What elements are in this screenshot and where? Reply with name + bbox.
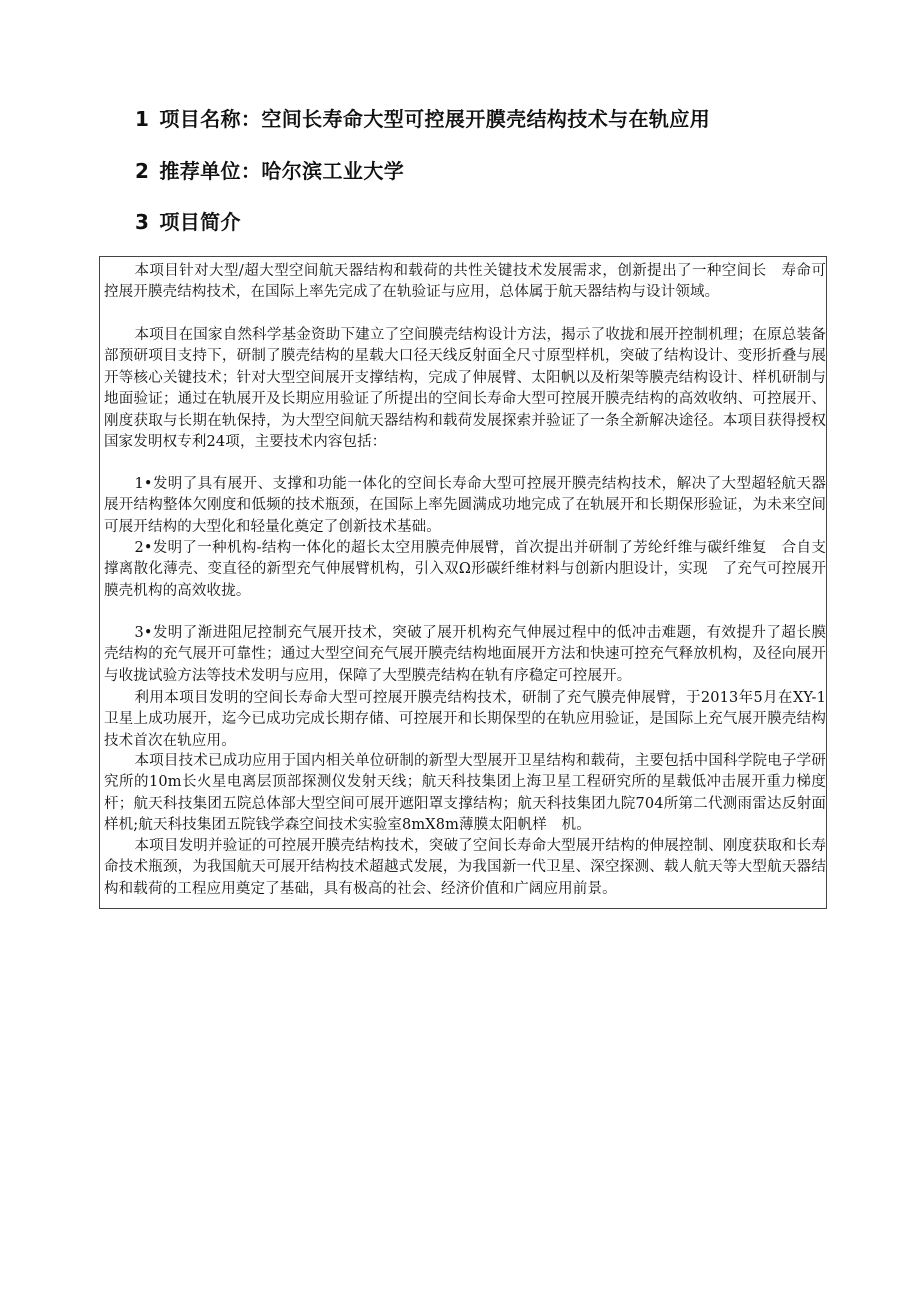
- heading-number: 3: [135, 210, 150, 234]
- heading-label: 项目名称：: [159, 107, 262, 131]
- summary-paragraph: 本项目技术已成功应用于国内相关单位研制的新型大型展开卫星结构和载荷，主要包括中国科学院电子学研究所的10m长火星电离层顶部探测仪发射天线；航天科技集团上海卫星工程研究所的星载低冲击展开重力梯度杆；航天科技集团五院总体部大型空间可展开遮阳罩支撑结构；航天科技集团九院704所第二代测雨雷达反射面样机;航天科技集团五院钱学森空间技术实验室8mX8m薄膜太阳帆样 机。: [104, 753, 826, 834]
- heading-recommending-unit: [135, 155, 404, 184]
- summary-paragraph: 1•发明了具有展开、支撑和功能一体化的空间长寿命大型可控展开膜壳结构技术，解决了大型超轻航天器展开结构整体欠刚度和低频的技术瓶颈，在国际上率先圆满成功地完成了在轨展开和长期保形验证，为未来空间可展开结构的大型化和轻量化奠定了创新技术基础。: [104, 476, 826, 535]
- summary-paragraph: 本项目在国家自然科学基金资助下建立了空间膜壳结构设计方法，揭示了收拢和展开控制机理；在原总装备部预研项目支持下，研制了膜壳结构的星载大口径天线反射面全尺寸原型样机，突破了结构设计、变形折叠与展开等核心关键技术；针对大型空间展开支撑结构，完成了伸展臂、太阳帆以及桁架等膜壳结构设计、样机研制与地面验证；通过在轨展开及长期应用验证了所提出的空间长寿命大型可控展开膜壳结构的高效收纳、可控展开、刚度获取与长期在轨保持，为大型空间航天器结构和载荷发展探索并验证了一条全新解决途径。本项目获得授权国家发明权专利24项，主要技术内容包括：: [104, 327, 826, 451]
- recommending-unit-value: 哈尔滨工业大学: [261, 159, 405, 183]
- heading-project-summary: [135, 206, 241, 235]
- heading-number: 2: [135, 159, 150, 183]
- heading-label: 推荐单位：: [159, 159, 262, 183]
- summary-paragraph: 本项目针对大型/超大型空间航天器结构和载荷的共性关键技术发展需求，创新提出了一种空间长 寿命可控展开膜壳结构技术，在国际上率先完成了在轨验证与应用，总体属于航天器结构与设计领域。: [104, 263, 826, 301]
- summary-paragraph: 本项目发明并验证的可控展开膜壳结构技术，突破了空间长寿命大型展开结构的伸展控制、刚度获取和长寿命技术瓶颈，为我国航天可展开结构技术超越式发展，为我国新一代卫星、深空探测、载人航天等大型航天器结构和载荷的工程应用奠定了基础，具有极高的社会、经济价值和广阔应用前景。: [104, 838, 826, 897]
- summary-paragraph: 2•发明了一种机构-结构一体化的超长太空用膜壳伸展臂，首次提出并研制了芳纶纤维与碳纤维复 合自支撑离散化薄壳、变直径的新型充气伸展臂机构，引入双Ω形碳纤维材料与创新内胆设计，实现 了充气可控展开膜壳机构的高效收拢。: [104, 540, 826, 599]
- project-summary-box: [99, 256, 827, 909]
- heading-project-name: [135, 103, 710, 132]
- heading-label: 项目简介: [159, 210, 241, 234]
- summary-paragraph: 3•发明了渐进阻尼控制充气展开技术，突破了展开机构充气伸展过程中的低冲击难题，有效提升了超长膜壳结构的充气展开可靠性；通过大型空间充气展开膜壳结构地面展开方法和快速可控充气释放机构，及径向展开与收拢试验方法等技术发明与应用，保障了大型膜壳结构在轨有序稳定可控展开。: [104, 625, 826, 684]
- project-name-value: 空间长寿命大型可控展开膜壳结构技术与在轨应用: [261, 107, 711, 131]
- heading-number: 1: [135, 107, 150, 131]
- summary-paragraph: 利用本项目发明的空间长寿命大型可控展开膜壳结构技术，研制了充气膜壳伸展臂，于2013年5月在XY-1卫星上成功展开，迄今已成功完成长期存储、可控展开和长期保型的在轨应用验证，是国际上充气展开膜壳结构技术首次在轨应用。: [104, 690, 826, 749]
